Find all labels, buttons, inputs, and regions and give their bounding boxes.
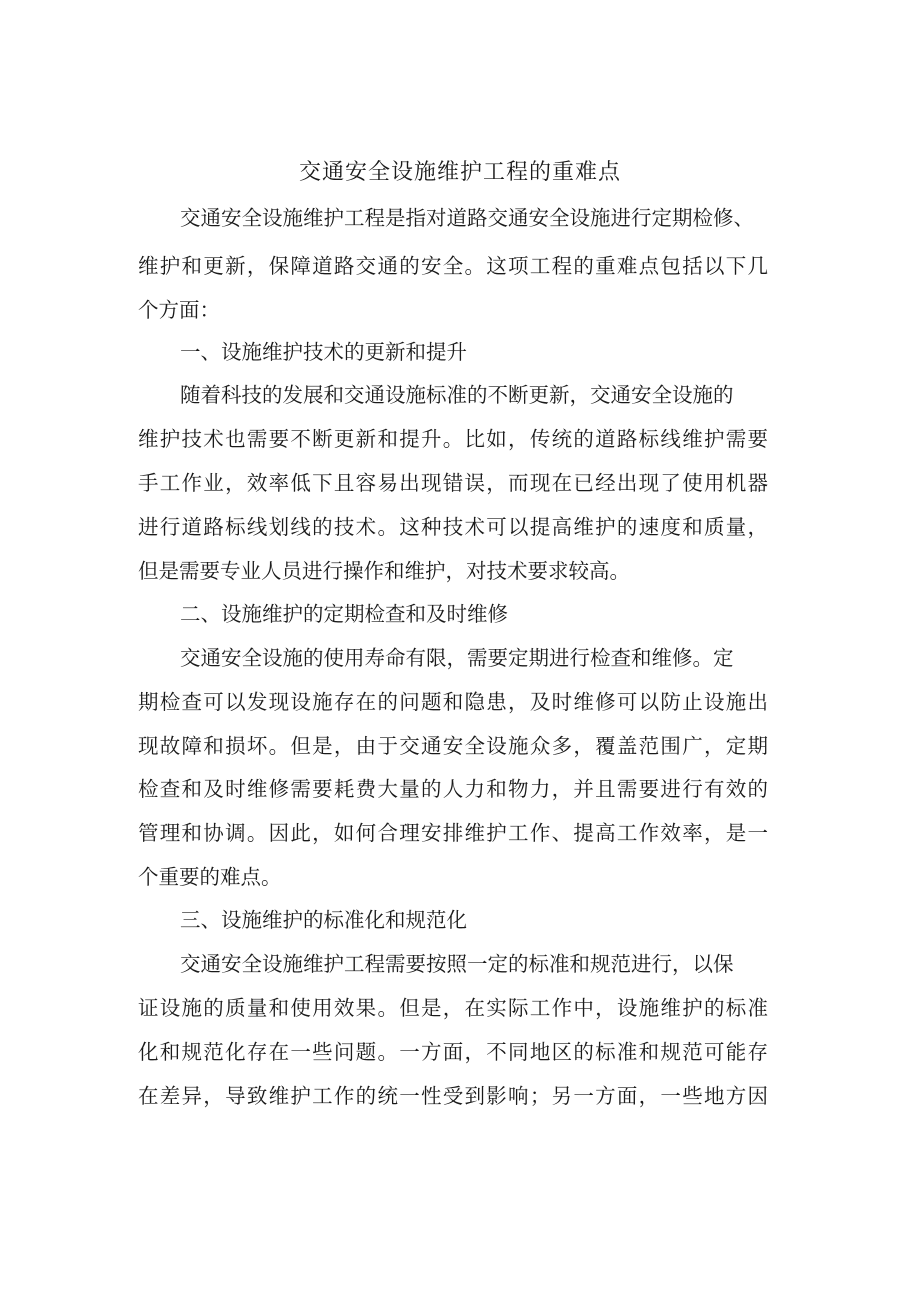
- paragraph-line: 期检查可以发现设施存在的问题和隐患，及时维修可以防止设施出: [138, 690, 768, 714]
- paragraph-line: 管理和协调。因此，如何合理安排维护工作、提高工作效率，是一: [138, 821, 768, 845]
- document-title: 交通安全设施维护工程的重难点: [298, 160, 621, 185]
- paragraph-line: 在差异，导致维护工作的统一性受到影响；另一方面，一些地方因: [138, 1084, 768, 1108]
- paragraph-line: 交通安全设施维护工程是指对道路交通安全设施进行定期检修、: [180, 206, 754, 230]
- section-heading: 二、设施维护的定期检查和及时维修: [180, 602, 508, 626]
- section-heading: 三、设施维护的标准化和规范化: [180, 908, 467, 932]
- paragraph-line: 手工作业，效率低下且容易出现错误，而现在已经出现了使用机器: [138, 471, 768, 495]
- section-heading: 一、设施维护技术的更新和提升: [180, 340, 467, 364]
- paragraph-line: 化和规范化存在一些问题。一方面，不同地区的标准和规范可能存: [138, 1040, 768, 1064]
- paragraph-line: 进行道路标线划线的技术。这种技术可以提高维护的速度和质量，: [138, 515, 768, 539]
- paragraph-line: 检查和及时维修需要耗费大量的人力和物力，并且需要进行有效的: [138, 777, 768, 801]
- paragraph-line: 维护和更新，保障道路交通的安全。这项工程的重难点包括以下几: [138, 254, 768, 278]
- paragraph-line: 交通安全设施维护工程需要按照一定的标准和规范进行，以保: [180, 952, 734, 976]
- paragraph-line: 个方面：: [138, 298, 220, 322]
- paragraph-line: 证设施的质量和使用效果。但是，在实际工作中，设施维护的标准: [138, 996, 768, 1020]
- paragraph-line: 现故障和损坏。但是，由于交通安全设施众多，覆盖范围广，定期: [138, 734, 768, 758]
- paragraph-line: 个重要的难点。: [138, 865, 282, 889]
- paragraph-line: 随着科技的发展和交通设施标准的不断更新，交通安全设施的: [180, 383, 734, 407]
- paragraph-line: 交通安全设施的使用寿命有限，需要定期进行检查和维修。定: [180, 646, 734, 670]
- paragraph-line: 但是需要专业人员进行操作和维护，对技术要求较高。: [138, 559, 630, 583]
- paragraph-line: 维护技术也需要不断更新和提升。比如，传统的道路标线维护需要: [138, 427, 768, 451]
